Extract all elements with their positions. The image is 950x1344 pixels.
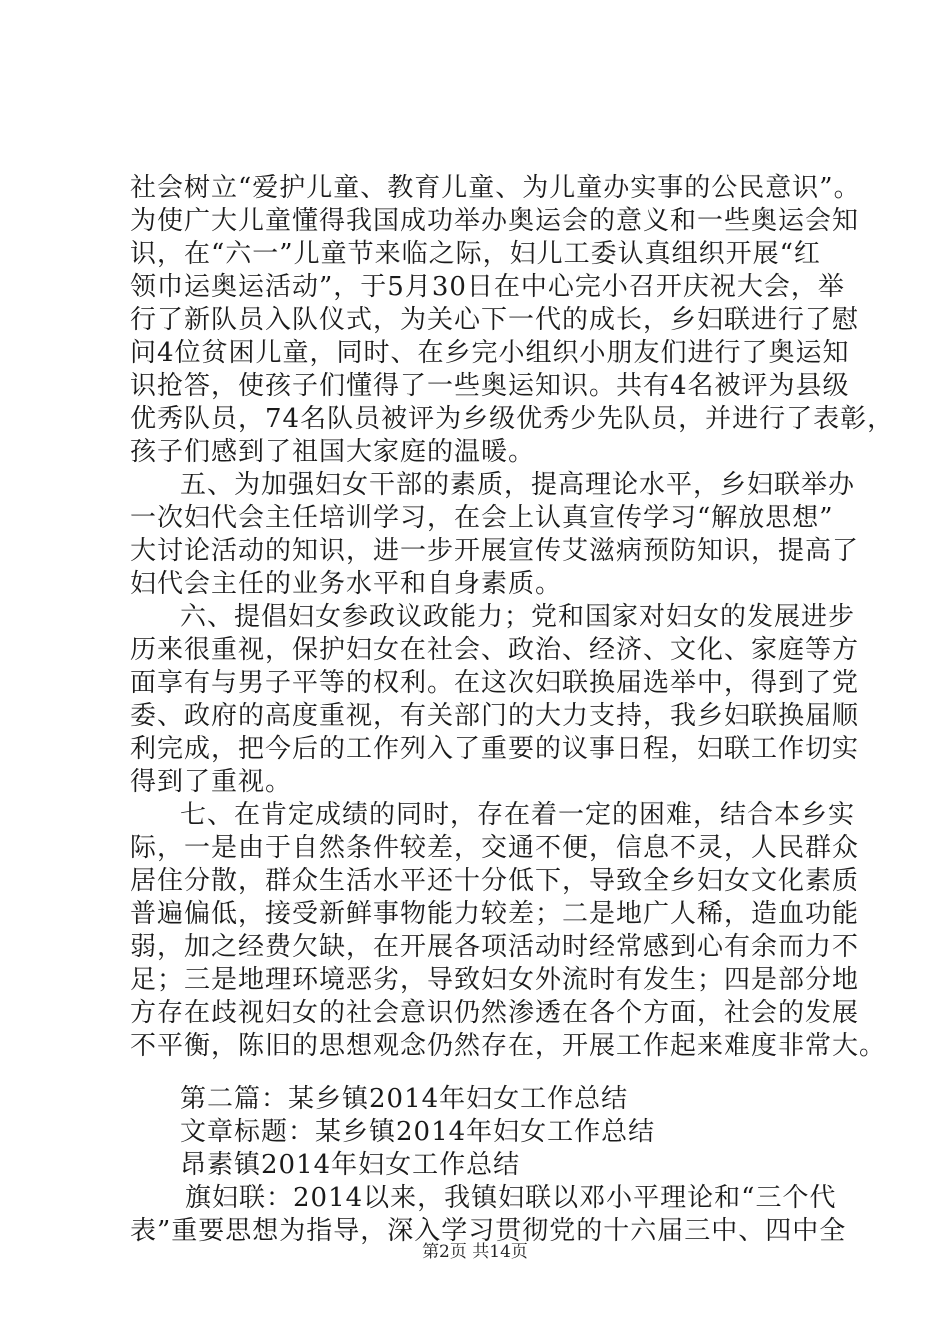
section-two-paragraph-start: 旗妇联：2014以来，我镇妇联以邓小平理论和“三个代 <box>185 1183 837 1213</box>
article-title: 文章标题：某乡镇2014年妇女工作总结 <box>180 1117 656 1147</box>
body-line: 际，一是由于自然条件较差，交通不便，信息不灵，人民群众 <box>130 833 860 863</box>
body-line: 社会树立“爱护儿童、教育儿童、为儿童办实事的公民意识”。 <box>130 173 861 203</box>
body-line: 普遍偏低，接受新鲜事物能力较差；二是地广人稀，造血功能 <box>130 899 860 929</box>
article-subtitle: 昂素镇2014年妇女工作总结 <box>180 1150 521 1180</box>
body-line: 行了新队员入队仪式，为关心下一代的成长，乡妇联进行了慰 <box>130 305 860 335</box>
body-line: 识抢答，使孩子们懂得了一些奥运知识。共有4名被评为县级 <box>130 371 850 401</box>
body-line: 委、政府的高度重视，有关部门的大力支持，我乡妇联换届顺 <box>130 701 860 731</box>
body-line: 得到了重视。 <box>130 767 293 797</box>
body-line: 足；三是地理环境恶劣，导致妇女外流时有发生；四是部分地 <box>130 965 860 995</box>
body-line: 表”重要思想为指导，深入学习贯彻党的十六届三中、四中全 <box>130 1216 847 1246</box>
body-line: 优秀队员，74名队员被评为乡级优秀少先队员，并进行了表彰， <box>130 404 895 434</box>
paragraph-five-start: 五、为加强妇女干部的素质，提高理论水平，乡妇联举办 <box>180 470 856 500</box>
body-line: 领巾运奥运活动”，于5月30日在中心完小召开庆祝大会，举 <box>130 272 845 302</box>
paragraph-seven-start: 七、在肯定成绩的同时，存在着一定的困难，结合本乡实 <box>180 800 856 830</box>
body-line: 识，在“六一”儿童节来临之际，妇儿工委认真组织开展“红 <box>130 239 821 269</box>
page-number-footer: 第2页 共14页 <box>422 1242 528 1262</box>
body-line: 方存在歧视妇女的社会意识仍然渗透在各个方面，社会的发展 <box>130 998 860 1028</box>
body-line: 不平衡，陈旧的思想观念仍然存在，开展工作起来难度非常大。 <box>130 1031 887 1061</box>
body-line: 一次妇代会主任培训学习，在会上认真宣传学习“解放思想” <box>130 503 834 533</box>
body-line: 大讨论活动的知识，进一步开展宣传艾滋病预防知识，提高了 <box>130 536 860 566</box>
body-line: 历来很重视，保护妇女在社会、政治、经济、文化、家庭等方 <box>130 635 860 665</box>
body-line: 居住分散，群众生活水平还十分低下，导致全乡妇女文化素质 <box>130 866 860 896</box>
body-line: 问4位贫困儿童，同时、在乡完小组织小朋友们进行了奥运知 <box>130 338 850 368</box>
body-line: 弱，加之经费欠缺，在开展各项活动时经常感到心有余而力不 <box>130 932 860 962</box>
body-line: 为使广大儿童懂得我国成功举办奥运会的意义和一些奥运会知 <box>130 206 860 236</box>
section-two-heading: 第二篇：某乡镇2014年妇女工作总结 <box>180 1084 629 1114</box>
paragraph-six-start: 六、提倡妇女参政议政能力；党和国家对妇女的发展进步 <box>180 602 856 632</box>
body-line: 面享有与男子平等的权利。在这次妇联换届选举中，得到了党 <box>130 668 860 698</box>
body-line: 孩子们感到了祖国大家庭的温暖。 <box>130 437 536 467</box>
body-line: 利完成，把今后的工作列入了重要的议事日程，妇联工作切实 <box>130 734 860 764</box>
body-line: 妇代会主任的业务水平和自身素质。 <box>130 569 563 599</box>
